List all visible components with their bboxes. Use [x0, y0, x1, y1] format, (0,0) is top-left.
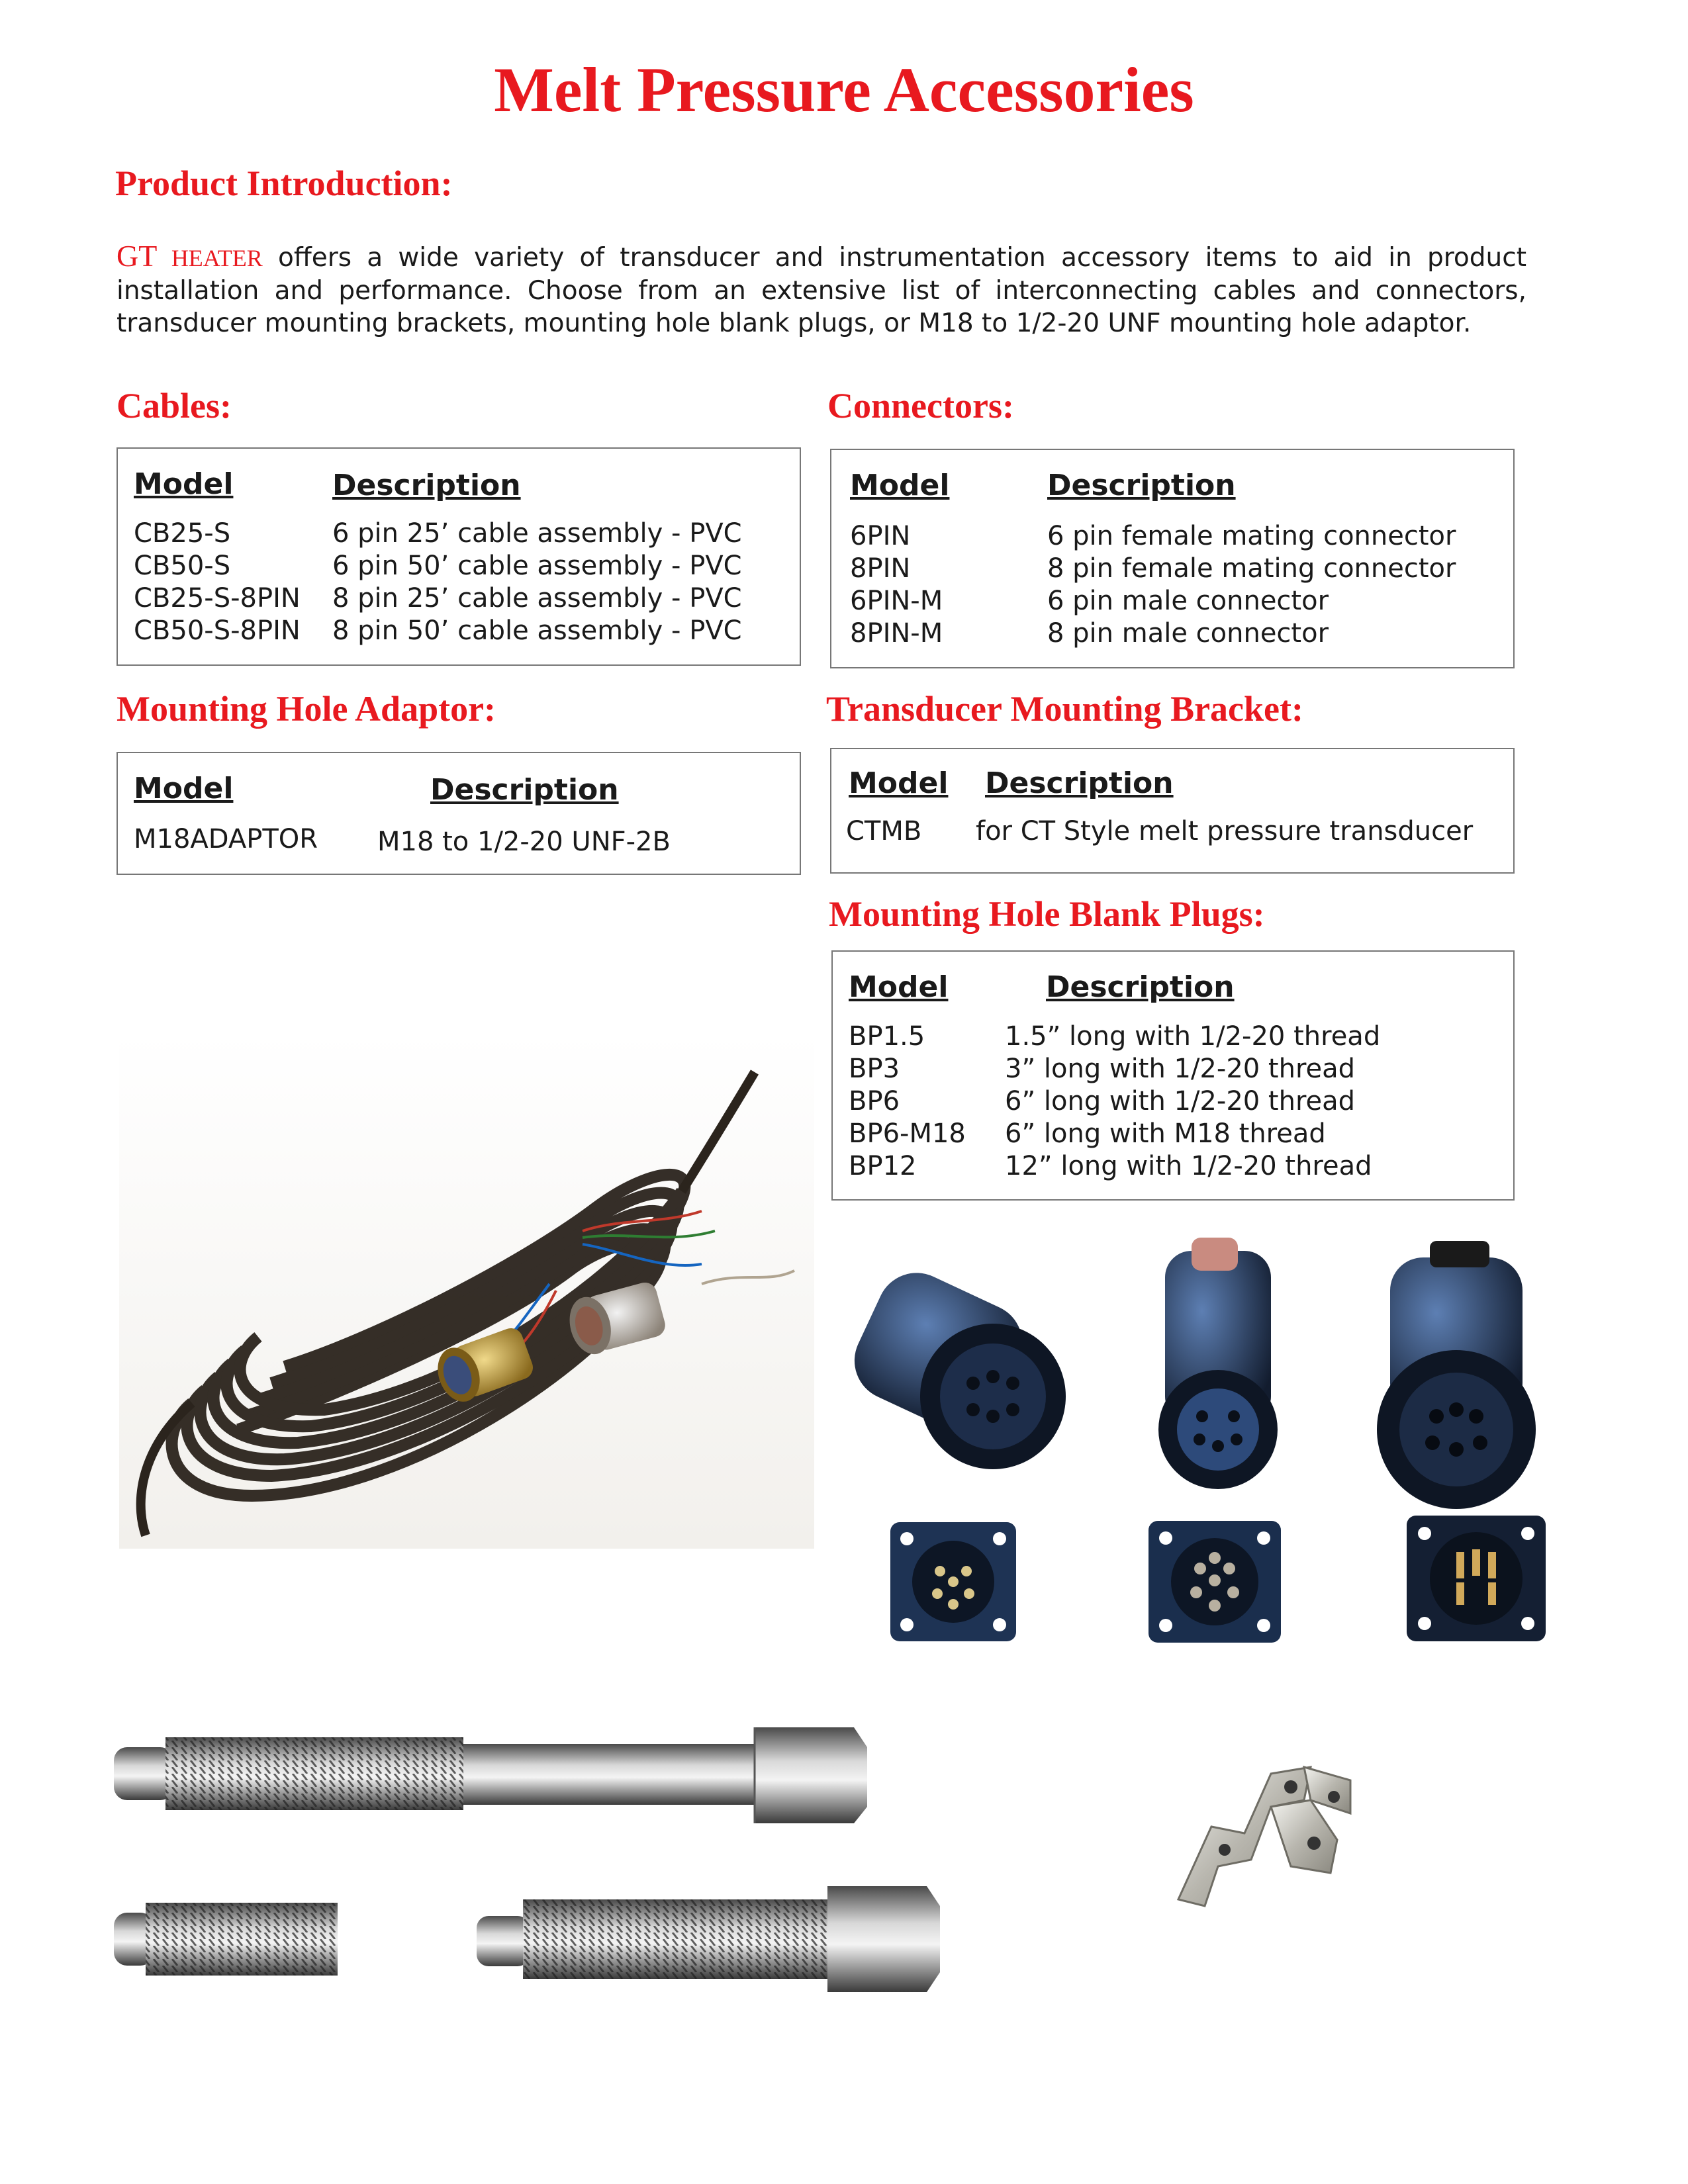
table-row-model: CB25-S-8PIN	[134, 583, 301, 614]
short-blank-plug	[114, 1903, 338, 1976]
adaptor-col-model: Model	[134, 772, 234, 805]
connectors-heading: Connectors:	[827, 386, 1014, 426]
table-row-description: for CT Style melt pressure transducer	[976, 816, 1474, 846]
cables-col-description: Description	[332, 469, 521, 502]
table-row-model: BP6	[849, 1086, 900, 1116]
bracket-col-description: Description	[985, 766, 1174, 800]
adaptor-table	[117, 752, 801, 875]
adaptor-descriptions	[377, 826, 671, 858]
connectors-col-model: Model	[850, 469, 950, 502]
plugs-col-model: Model	[849, 970, 949, 1004]
table-row-description: 8 pin 25’ cable assembly - PVC	[332, 583, 742, 614]
adaptor-models	[134, 823, 318, 856]
table-row-model: BP12	[849, 1151, 917, 1181]
bracket-table	[830, 748, 1515, 874]
table-row-description: 8 pin 50’ cable assembly - PVC	[332, 615, 742, 646]
female-connector-2	[1158, 1238, 1278, 1489]
bracket-heading: Transducer Mounting Bracket:	[826, 689, 1303, 729]
brand-name: GT HEATER	[117, 239, 263, 273]
table-row-model: 6PIN-M	[850, 586, 943, 616]
female-connector-3	[1377, 1241, 1536, 1509]
table-row-model: CB50-S	[134, 551, 231, 581]
blank-plugs-photo	[106, 1707, 1046, 2038]
connectors-descriptions	[1047, 520, 1456, 650]
connectors-models	[850, 520, 943, 650]
plugs-descriptions	[1005, 1021, 1380, 1183]
adaptor-heading: Mounting Hole Adaptor:	[117, 689, 496, 729]
table-row-model: CTMB	[846, 816, 922, 846]
coiled-cable-photo	[119, 1032, 814, 1549]
male-connector-2	[1149, 1521, 1281, 1643]
table-row-model: BP6-M18	[849, 1118, 966, 1149]
cables-heading: Cables:	[117, 386, 232, 426]
table-row-description: 6 pin male connector	[1047, 586, 1329, 616]
cables-descriptions	[332, 518, 742, 647]
connectors-table	[830, 449, 1515, 668]
connectors-col-description: Description	[1047, 469, 1236, 502]
table-row-description: 6 pin 25’ cable assembly - PVC	[332, 518, 742, 549]
intro-text: offers a wide variety of transducer and instrumentation accessory items to aid in product installation and performance. Choose from an extensive list of interconnecting cables and connectors, transducer mounting brackets, mounting hole blank plugs, or M18 to 1/2-20 UNF mounting hole adaptor.	[117, 243, 1526, 338]
intro-paragraph	[117, 240, 1526, 340]
mounting-bracket-photo	[1139, 1734, 1377, 1933]
table-row-description: 8 pin female mating connector	[1047, 553, 1456, 584]
cables-col-model: Model	[134, 467, 234, 501]
cables-table	[117, 447, 801, 666]
table-row-description: 8 pin male connector	[1047, 618, 1329, 649]
plugs-table	[831, 950, 1515, 1201]
plugs-col-description: Description	[1046, 970, 1235, 1004]
male-connector-3	[1407, 1516, 1546, 1641]
table-row-model: BP1.5	[849, 1021, 925, 1052]
table-row-description: 6” long with 1/2-20 thread	[1005, 1086, 1356, 1116]
table-row-description: 6 pin female mating connector	[1047, 521, 1456, 551]
adaptor-col-description: Description	[430, 773, 619, 807]
bracket-col-model: Model	[849, 766, 949, 800]
table-row-description: 12” long with 1/2-20 thread	[1005, 1151, 1372, 1181]
table-row-model: 8PIN-M	[850, 618, 943, 649]
table-row-model: 6PIN	[850, 521, 911, 551]
intro-heading: Product Introduction:	[115, 163, 453, 203]
connectors-photo	[841, 1224, 1589, 1688]
bracket-models	[846, 815, 921, 848]
page-title: Melt Pressure Accessories	[494, 54, 1194, 125]
table-row-model: CB50-S-8PIN	[134, 615, 301, 646]
table-row-description: 6 pin 50’ cable assembly - PVC	[332, 551, 742, 581]
male-connector-1	[890, 1522, 1016, 1641]
table-row-model: CB25-S	[134, 518, 231, 549]
table-row-model: BP3	[849, 1054, 900, 1084]
table-row-model: M18ADAPTOR	[134, 824, 318, 854]
medium-blank-plug	[477, 1886, 940, 1992]
cables-models	[134, 518, 301, 647]
plugs-heading: Mounting Hole Blank Plugs:	[829, 894, 1265, 934]
table-row-description: 6” long with M18 thread	[1005, 1118, 1326, 1149]
bracket-descriptions	[976, 815, 1473, 848]
table-row-description: 1.5” long with 1/2-20 thread	[1005, 1021, 1381, 1052]
table-row-description: 3” long with 1/2-20 thread	[1005, 1054, 1356, 1084]
table-row-description: M18 to 1/2-20 UNF-2B	[377, 827, 671, 857]
table-row-model: 8PIN	[850, 553, 911, 584]
plugs-models	[849, 1021, 966, 1183]
